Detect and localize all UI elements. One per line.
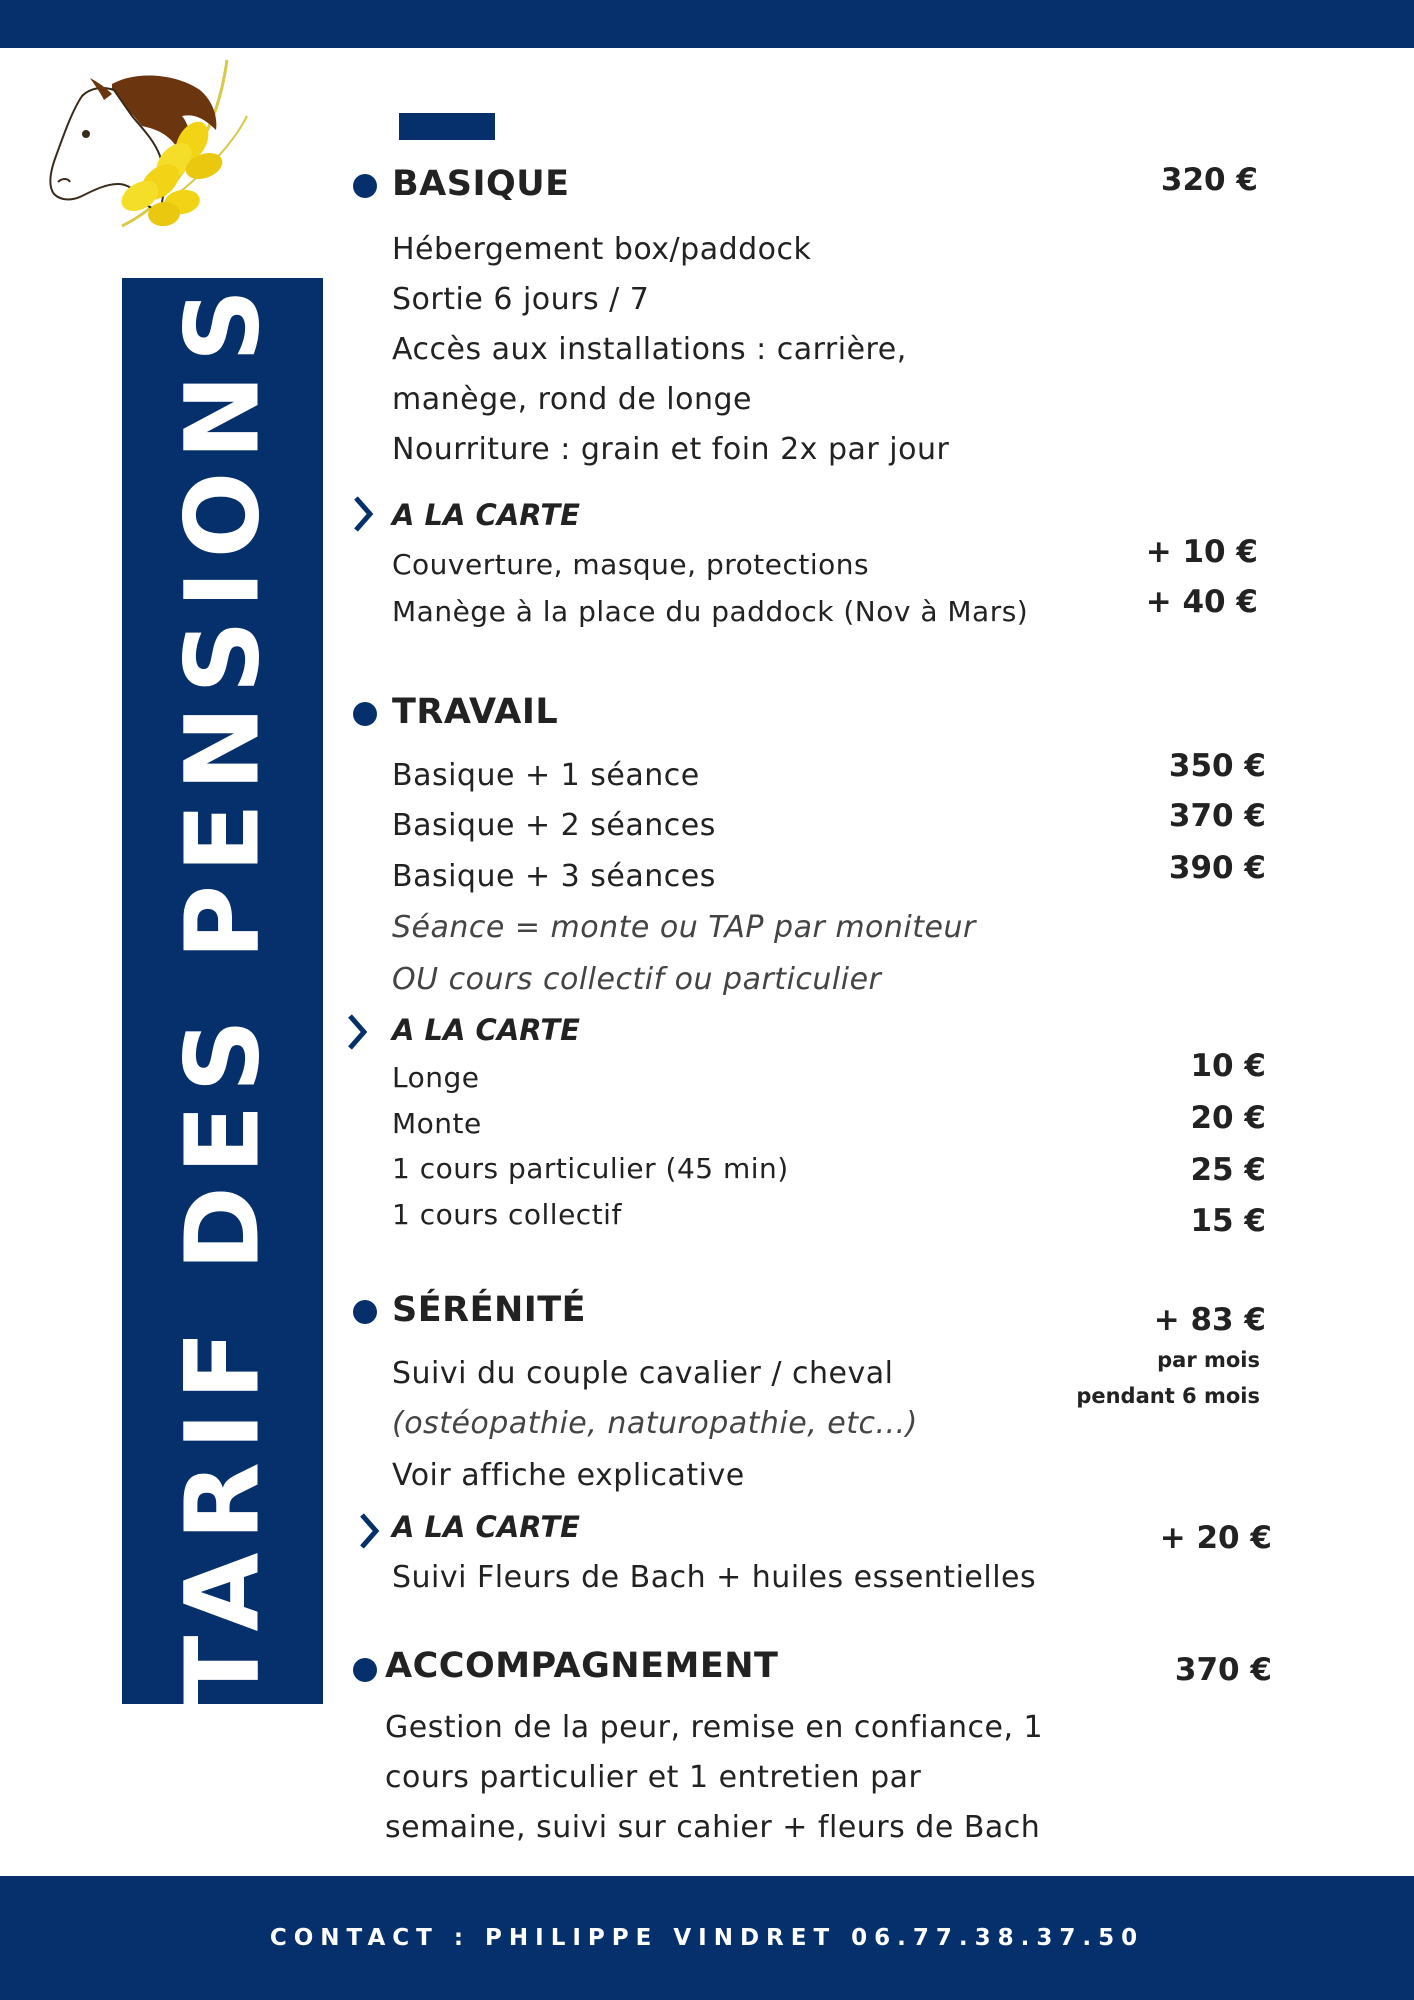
price: + 20 € [1159,1520,1272,1556]
contact-text: CONTACT : PHILIPPE VINDRET 06.77.38.37.50 [269,1925,1145,1951]
price: 20 € [1190,1100,1266,1136]
bullet-dot [353,1658,377,1682]
section-heading-basique: BASIQUE [392,164,570,204]
a-la-carte-label: A LA CARTE [392,1510,580,1544]
horse-logo [42,56,282,232]
price: 390 € [1168,850,1266,886]
footer-bar [0,1876,1414,2000]
list-item: Accès aux installations : carrière, [392,332,907,367]
price: 25 € [1190,1152,1266,1188]
list-item: Couverture, masque, protections [392,548,870,581]
page-title: TARIF DES PENSIONS [163,276,282,1706]
section-heading-accompagnement: ACCOMPAGNEMENT [385,1646,779,1686]
list-item: Basique + 3 séances [392,859,716,894]
chevron-right-icon [356,1511,384,1551]
bullet-dot [353,174,377,198]
list-item: Monte [392,1107,482,1140]
title-banner [122,278,323,1704]
a-la-carte-label: A LA CARTE [392,1013,580,1047]
price: + 40 € [1145,584,1258,620]
price: 10 € [1190,1048,1266,1084]
price: + 10 € [1145,534,1258,570]
note-text: Séance = monte ou TAP par moniteur [392,910,976,945]
note-text: (ostéopathie, naturopathie, etc...) [392,1406,918,1441]
list-item: Hébergement box/paddock [392,232,812,267]
price-accompagnement: 370 € [1174,1652,1272,1688]
list-item: manège, rond de longe [392,382,753,417]
top-bar [0,0,1414,48]
price-basique: 320 € [1160,162,1258,198]
price-note: par mois [1157,1348,1260,1372]
list-item: Suivi Fleurs de Bach + huiles essentielles [392,1560,1037,1595]
list-item: Manège à la place du paddock (Nov à Mars) [392,595,1029,628]
price: 350 € [1168,748,1266,784]
price-serenite: + 83 € [1153,1302,1266,1338]
bullet-dot [353,702,377,726]
list-item: Nourriture : grain et foin 2x par jour [392,432,950,467]
list-item: 1 cours particulier (45 min) [392,1152,789,1185]
a-la-carte-label: A LA CARTE [392,498,580,532]
list-item: cours particulier et 1 entretien par [385,1760,922,1795]
bullet-dot [353,1300,377,1324]
list-item: semaine, suivi sur cahier + fleurs de Bach [385,1810,1041,1845]
list-item: Basique + 1 séance [392,758,700,793]
list-item: Longe [392,1061,480,1094]
list-item: Basique + 2 séances [392,808,716,843]
list-item: Suivi du couple cavalier / cheval [392,1356,894,1391]
price: 370 € [1168,798,1266,834]
list-item: Voir affiche explicative [392,1458,745,1493]
section-heading-travail: TRAVAIL [392,692,559,732]
accent-bar [399,113,495,140]
list-item: 1 cours collectif [392,1198,622,1231]
note-text: OU cours collectif ou particulier [392,962,882,997]
price-note: pendant 6 mois [1076,1384,1260,1408]
chevron-right-icon [344,1012,372,1052]
price: 15 € [1190,1203,1266,1239]
chevron-right-icon [350,494,378,534]
section-heading-serenite: SÉRÉNITÉ [392,1290,587,1330]
list-item: Sortie 6 jours / 7 [392,282,650,317]
list-item: Gestion de la peur, remise en confiance, 1 [385,1710,1044,1745]
